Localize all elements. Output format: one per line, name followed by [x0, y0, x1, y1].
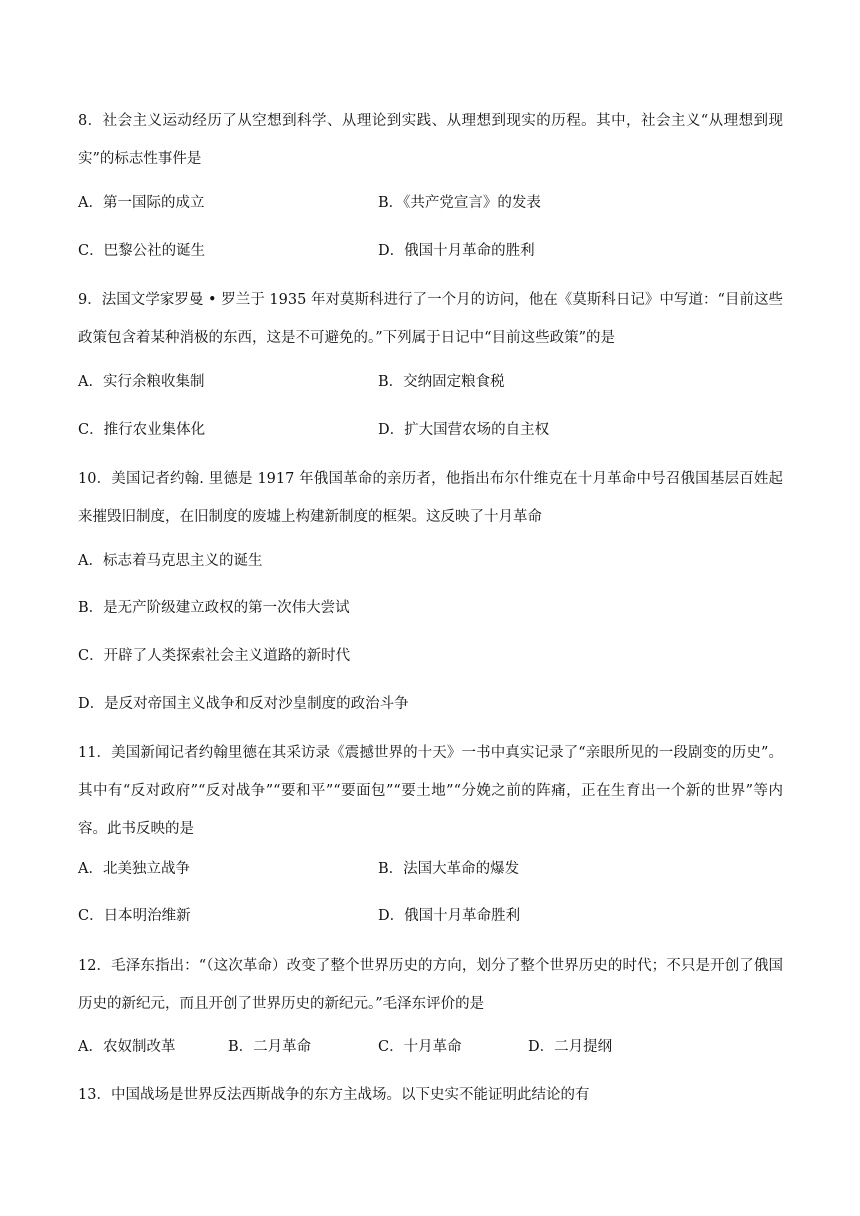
question-9-option-b: B．交纳固定粮食税 — [378, 374, 505, 390]
question-10-option-b: B．是无产阶级建立政权的第一次伟大尝试 — [78, 600, 350, 616]
question-12-option-a: A．农奴制改革 — [78, 1039, 176, 1055]
question-9-option-d: D．扩大国营农场的自主权 — [378, 422, 550, 438]
question-11-option-a: A．北美独立战争 — [78, 861, 190, 877]
question-9-option-c: C．推行农业集体化 — [78, 422, 206, 438]
question-9-stem: 9．法国文学家罗曼 • 罗兰于 1935 年对莫斯科进行了一个月的访问，他在《莫斯科日记》中写道：“目前这些政策包含着某种消极的东西，这是不可避免的。”下列属于日记中“目前这些政策”的是 — [78, 292, 783, 346]
question-12-option-c: C．十月革命 — [378, 1039, 462, 1055]
question-8-option-d: D．俄国十月革命的胜利 — [378, 243, 535, 259]
question-11-stem: 11．美国新闻记者约翰里德在其采访录《震撼世界的十天》一书中真实记录了“亲眼所见的一段剧变的历史”。其中有“反对政府”“反对战争”“要和平”“要面包”“要土地”“分娩之前的阵痛，正在生育出一个新的世界”等内容。此书反映的是 — [78, 745, 783, 837]
question-8-option-a: A．第一国际的成立 — [78, 195, 205, 211]
question-10-stem: 10．美国记者约翰. 里德是 1917 年俄国革命的亲历者，他指出布尔什维克在十月革命中号召俄国基层百姓起来摧毁旧制度，在旧制度的废墟上构建新制度的框架。这反映了十月革命 — [78, 471, 783, 525]
question-10-option-a: A．标志着马克思主义的诞生 — [78, 553, 263, 569]
question-13-stem: 13．中国战场是世界反法西斯战争的东方主战场。以下史实不能证明此结论的有 — [78, 1087, 590, 1103]
question-11-option-c: C．日本明治维新 — [78, 908, 191, 924]
question-12-stem: 12．毛泽东指出：“（这次革命）改变了整个世界历史的方向，划分了整个世界历史的时代；不只是开创了俄国历史的新纪元，而且开创了世界历史的新纪元。”毛泽东评价的是 — [78, 958, 783, 1012]
question-8-option-c: C．巴黎公社的诞生 — [78, 243, 206, 259]
question-8-stem: 8．社会主义运动经历了从空想到科学、从理论到实践、从理想到现实的历程。其中，社会主义“从理想到现实”的标志性事件是 — [78, 113, 783, 167]
question-8-option-b: B．《共产党宣言》的发表 — [378, 195, 541, 211]
question-9-option-a: A．实行余粮收集制 — [78, 374, 205, 390]
question-11-option-b: B．法国大革命的爆发 — [378, 861, 520, 877]
question-10-option-d: D．是反对帝国主义战争和反对沙皇制度的政治斗争 — [78, 696, 409, 712]
question-10-option-c: C．开辟了人类探索社会主义道路的新时代 — [78, 648, 351, 664]
question-11-option-d: D．俄国十月革命胜利 — [378, 908, 521, 924]
question-12-option-d: D．二月提纲 — [528, 1039, 613, 1055]
question-12-option-b: B．二月革命 — [228, 1039, 312, 1055]
